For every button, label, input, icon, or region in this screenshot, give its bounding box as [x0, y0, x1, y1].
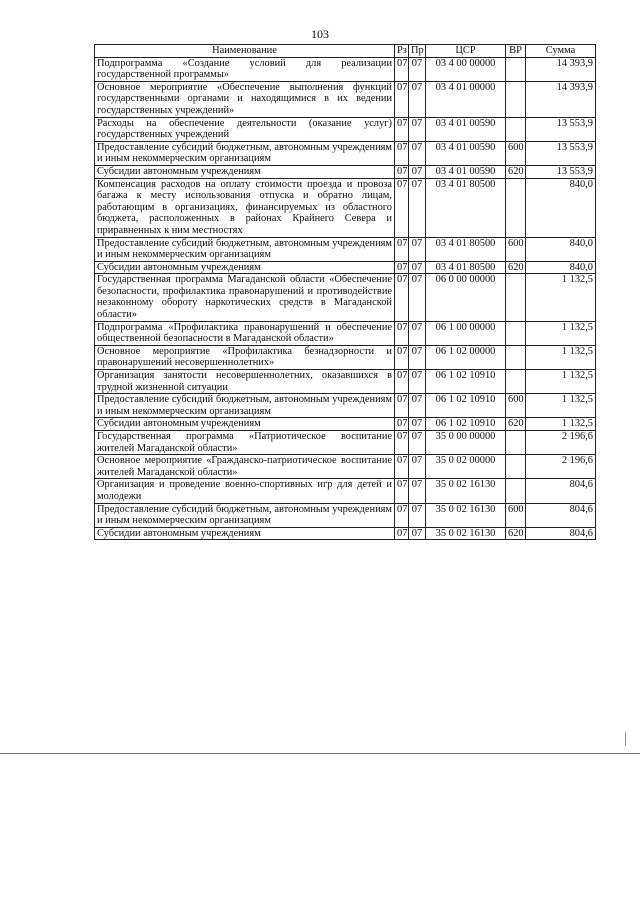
table-row — [95, 527, 596, 540]
cell-pr: 07 — [409, 237, 426, 261]
cell-csr: 06 1 02 10910 — [426, 418, 506, 431]
cell-rz: 07 — [395, 274, 409, 321]
table-row — [95, 394, 596, 418]
table-row — [95, 57, 596, 81]
cell-name: Предоставление субсидий бюджетным, автономным учреждениям и иным некоммерческим организациям — [95, 141, 395, 165]
cell-vr: 600 — [506, 141, 526, 165]
cell-pr: 07 — [409, 370, 426, 394]
cell-rz: 07 — [395, 141, 409, 165]
cell-sum: 2 196,6 — [526, 431, 596, 455]
cell-pr: 07 — [409, 527, 426, 540]
cell-name: Предоставление субсидий бюджетным, автономным учреждениям и иным некоммерческим организациям — [95, 237, 395, 261]
cell-rz: 07 — [395, 237, 409, 261]
cell-sum: 840,0 — [526, 261, 596, 274]
cell-vr — [506, 57, 526, 81]
cell-sum: 840,0 — [526, 178, 596, 237]
cell-sum: 804,6 — [526, 479, 596, 503]
cell-csr: 03 4 01 00590 — [426, 141, 506, 165]
cell-csr: 03 4 01 80500 — [426, 261, 506, 274]
cell-name: Основное мероприятие «Профилактика безнадзорности и правонарушений несовершеннолетних» — [95, 345, 395, 369]
cell-sum: 2 196,6 — [526, 455, 596, 479]
cell-rz: 07 — [395, 455, 409, 479]
cell-csr: 35 0 02 16130 — [426, 527, 506, 540]
cell-vr — [506, 117, 526, 141]
cell-name: Основное мероприятие «Обеспечение выполнения функций государственными органами и находящимися в их ведении государственных учреждений» — [95, 81, 395, 117]
cell-name: Субсидии автономным учреждениям — [95, 165, 395, 178]
table-header-row — [95, 45, 596, 58]
table-row — [95, 117, 596, 141]
cell-vr: 600 — [506, 503, 526, 527]
cell-rz: 07 — [395, 394, 409, 418]
cell-rz: 07 — [395, 165, 409, 178]
scan-edge-mark — [625, 732, 626, 746]
table-row — [95, 165, 596, 178]
cell-rz: 07 — [395, 321, 409, 345]
cell-csr: 06 1 02 10910 — [426, 394, 506, 418]
cell-pr: 07 — [409, 274, 426, 321]
cell-name: Подпрограмма «Создание условий для реализации государственной программы» — [95, 57, 395, 81]
budget-table — [94, 44, 596, 540]
cell-pr: 07 — [409, 261, 426, 274]
cell-sum: 13 553,9 — [526, 141, 596, 165]
cell-name: Субсидии автономным учреждениям — [95, 261, 395, 274]
cell-pr: 07 — [409, 345, 426, 369]
table-row — [95, 237, 596, 261]
cell-name: Государственная программа «Патриотическое воспитание жителей Магаданской области» — [95, 431, 395, 455]
cell-vr: 620 — [506, 527, 526, 540]
cell-name: Предоставление субсидий бюджетным, автономным учреждениям и иным некоммерческим организациям — [95, 394, 395, 418]
cell-csr: 35 0 02 00000 — [426, 455, 506, 479]
cell-vr: 620 — [506, 418, 526, 431]
cell-pr: 07 — [409, 394, 426, 418]
cell-name: Субсидии автономным учреждениям — [95, 418, 395, 431]
cell-name: Расходы на обеспечение деятельности (оказание услуг) государственных учреждений — [95, 117, 395, 141]
cell-csr: 35 0 02 16130 — [426, 503, 506, 527]
cell-pr: 07 — [409, 418, 426, 431]
cell-sum: 1 132,5 — [526, 418, 596, 431]
cell-csr: 06 1 00 00000 — [426, 321, 506, 345]
cell-rz: 07 — [395, 418, 409, 431]
cell-vr — [506, 431, 526, 455]
cell-rz: 07 — [395, 479, 409, 503]
header-name: Наименование — [95, 45, 395, 58]
cell-name: Субсидии автономным учреждениям — [95, 527, 395, 540]
cell-name: Государственная программа Магаданской области «Обеспечение безопасности, профилактика правонарушений и противодействие незаконному обороту наркотических средств в Магаданской области» — [95, 274, 395, 321]
table-row — [95, 503, 596, 527]
cell-name: Организация и проведение военно-спортивных игр для детей и молодежи — [95, 479, 395, 503]
cell-sum: 1 132,5 — [526, 394, 596, 418]
cell-pr: 07 — [409, 431, 426, 455]
cell-vr — [506, 321, 526, 345]
cell-sum: 1 132,5 — [526, 274, 596, 321]
cell-sum: 804,6 — [526, 527, 596, 540]
cell-rz: 07 — [395, 178, 409, 237]
cell-name: Основное мероприятие «Гражданско-патриотическое воспитание жителей Магаданской области» — [95, 455, 395, 479]
table-row — [95, 261, 596, 274]
cell-vr — [506, 345, 526, 369]
cell-pr: 07 — [409, 117, 426, 141]
table-row — [95, 418, 596, 431]
cell-pr: 07 — [409, 479, 426, 503]
cell-rz: 07 — [395, 261, 409, 274]
table-row — [95, 141, 596, 165]
cell-vr: 620 — [506, 165, 526, 178]
cell-vr: 600 — [506, 394, 526, 418]
cell-vr — [506, 274, 526, 321]
cell-name: Компенсация расходов на оплату стоимости проезда и провоза багажа к месту использования отпуска и обратно лицам, работающим в организациях, финансируемых из областного бюджета, расположенных в районах Крайнего Севера и приравненных к ним местностях — [95, 178, 395, 237]
cell-csr: 03 4 01 00590 — [426, 117, 506, 141]
table-row — [95, 274, 596, 321]
table-row — [95, 321, 596, 345]
cell-rz: 07 — [395, 503, 409, 527]
header-csr: ЦСР — [426, 45, 506, 58]
cell-pr: 07 — [409, 81, 426, 117]
cell-vr — [506, 178, 526, 237]
cell-rz: 07 — [395, 345, 409, 369]
header-vr: ВР — [506, 45, 526, 58]
cell-name: Подпрограмма «Профилактика правонарушений и обеспечение общественной безопасности в Магаданской области» — [95, 321, 395, 345]
cell-vr: 600 — [506, 237, 526, 261]
header-rz: Рз — [395, 45, 409, 58]
table-row — [95, 431, 596, 455]
cell-rz: 07 — [395, 57, 409, 81]
cell-sum: 13 553,9 — [526, 117, 596, 141]
cell-vr — [506, 455, 526, 479]
page-number: 103 — [311, 27, 329, 41]
cell-rz: 07 — [395, 370, 409, 394]
cell-sum: 1 132,5 — [526, 345, 596, 369]
table-row — [95, 479, 596, 503]
cell-csr: 03 4 01 00000 — [426, 81, 506, 117]
cell-pr: 07 — [409, 165, 426, 178]
cell-rz: 07 — [395, 81, 409, 117]
cell-vr — [506, 479, 526, 503]
cell-csr: 03 4 01 80500 — [426, 237, 506, 261]
table-row — [95, 178, 596, 237]
cell-csr: 06 0 00 00000 — [426, 274, 506, 321]
cell-rz: 07 — [395, 431, 409, 455]
cell-sum: 804,6 — [526, 503, 596, 527]
cell-pr: 07 — [409, 141, 426, 165]
cell-pr: 07 — [409, 321, 426, 345]
cell-csr: 03 4 01 80500 — [426, 178, 506, 237]
cell-rz: 07 — [395, 117, 409, 141]
cell-name: Организация занятости несовершеннолетних, оказавшихся в трудной жизненной ситуации — [95, 370, 395, 394]
cell-csr: 03 4 00 00000 — [426, 57, 506, 81]
cell-sum: 840,0 — [526, 237, 596, 261]
cell-pr: 07 — [409, 57, 426, 81]
table-row — [95, 81, 596, 117]
cell-vr — [506, 370, 526, 394]
cell-vr — [506, 81, 526, 117]
page-bottom-rule — [0, 753, 640, 754]
cell-sum: 14 393,9 — [526, 81, 596, 117]
cell-csr: 06 1 02 10910 — [426, 370, 506, 394]
cell-name: Предоставление субсидий бюджетным, автономным учреждениям и иным некоммерческим организациям — [95, 503, 395, 527]
cell-csr: 35 0 02 16130 — [426, 479, 506, 503]
cell-csr: 35 0 00 00000 — [426, 431, 506, 455]
cell-csr: 06 1 02 00000 — [426, 345, 506, 369]
cell-sum: 1 132,5 — [526, 321, 596, 345]
cell-pr: 07 — [409, 455, 426, 479]
cell-rz: 07 — [395, 527, 409, 540]
header-sum: Сумма — [526, 45, 596, 58]
table-row — [95, 370, 596, 394]
cell-sum: 13 553,9 — [526, 165, 596, 178]
table-row — [95, 345, 596, 369]
cell-sum: 14 393,9 — [526, 57, 596, 81]
cell-pr: 07 — [409, 178, 426, 237]
cell-pr: 07 — [409, 503, 426, 527]
header-pr: Пр — [409, 45, 426, 58]
table-row — [95, 455, 596, 479]
cell-sum: 1 132,5 — [526, 370, 596, 394]
cell-csr: 03 4 01 00590 — [426, 165, 506, 178]
cell-vr: 620 — [506, 261, 526, 274]
